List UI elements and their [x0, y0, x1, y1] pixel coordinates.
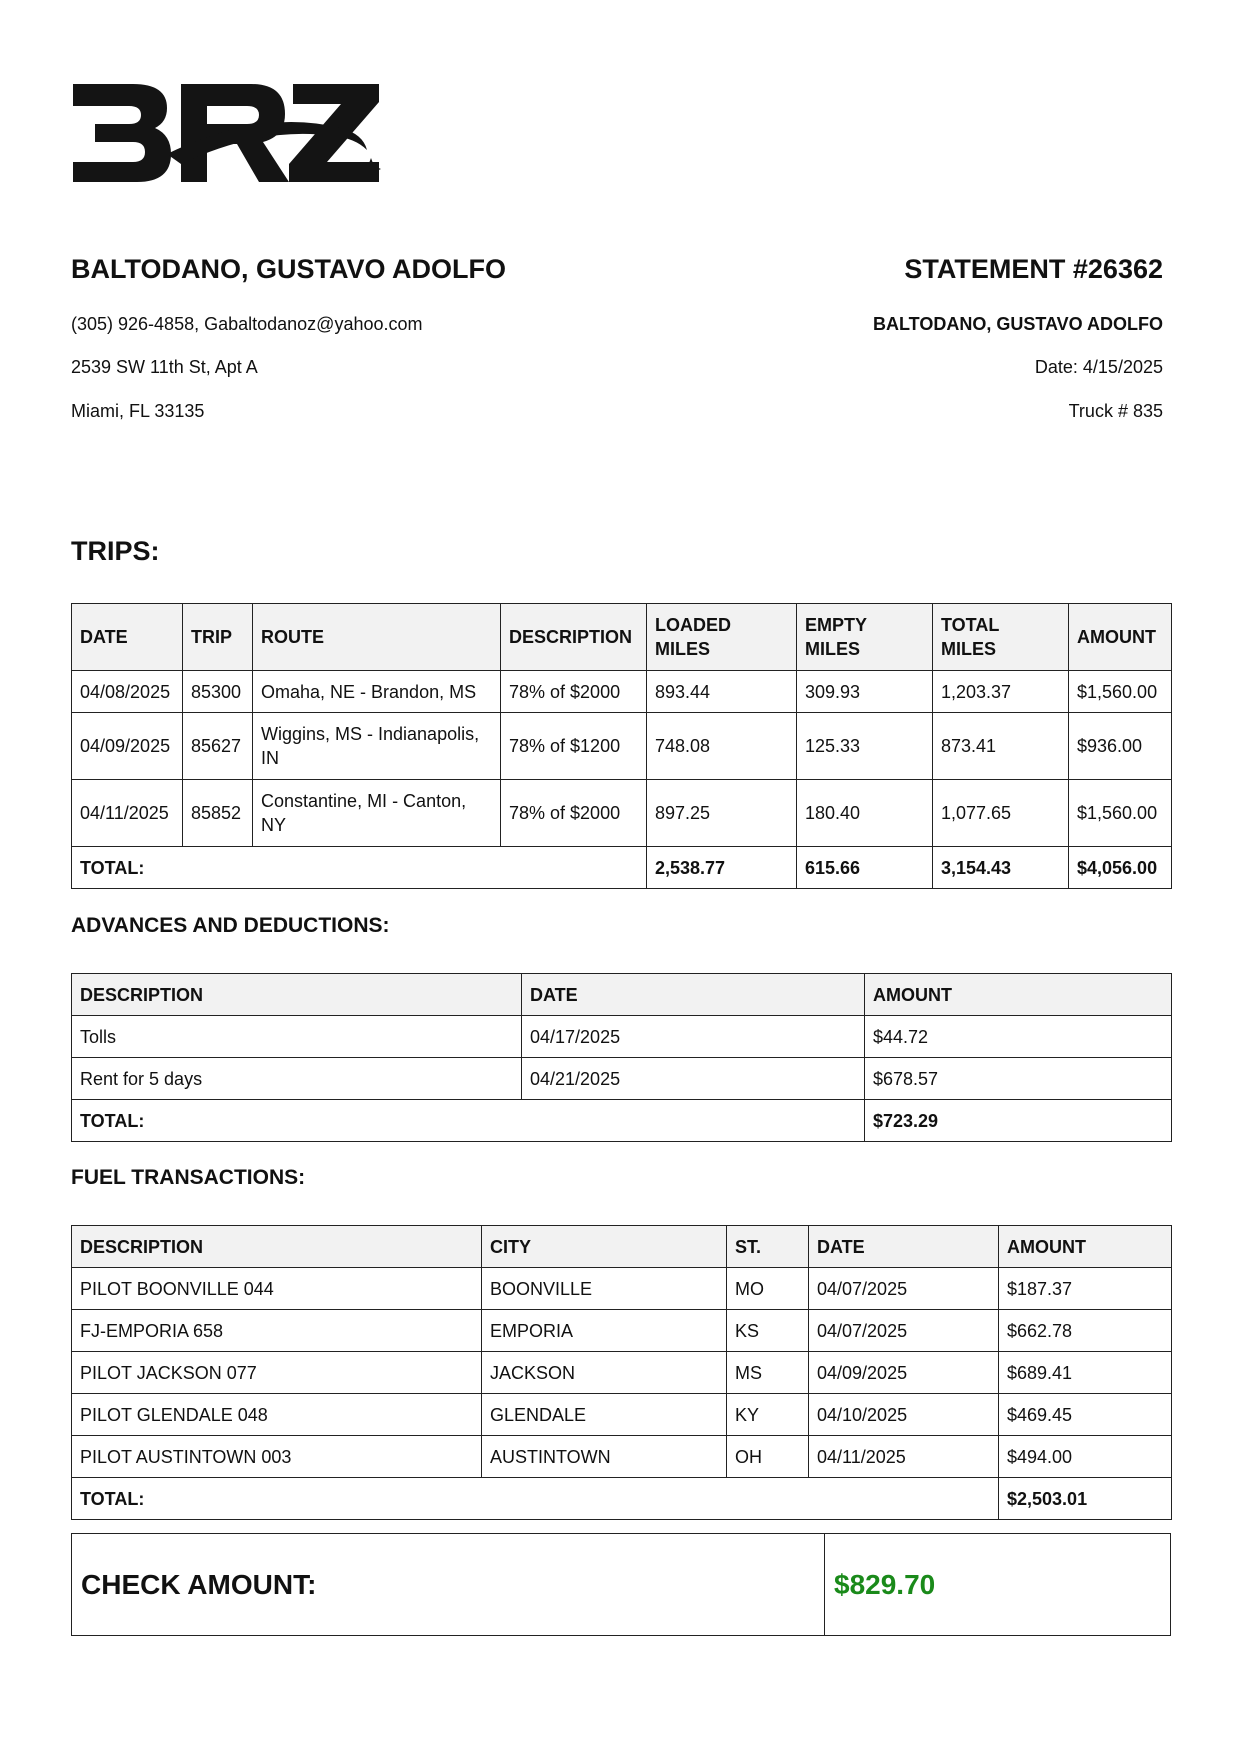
table-row	[72, 1436, 1172, 1478]
trip-empty-miles: 309.93	[797, 671, 933, 713]
driver-address-line1: 2539 SW 11th St, Apt A	[71, 357, 258, 377]
trips-total-empty-miles: 615.66	[797, 847, 933, 889]
trips-header-row	[72, 604, 1172, 671]
fuel-table	[71, 1225, 1172, 1520]
company-logo	[71, 78, 381, 190]
statement-date: Date: 4/15/2025	[1034, 357, 1163, 377]
fuel-date: 04/07/2025	[809, 1268, 999, 1310]
check-amount-label-cell	[72, 1534, 825, 1635]
check-amount-box	[71, 1533, 1171, 1636]
advances-total-label: TOTAL:	[72, 1100, 865, 1142]
col-header-empty-miles	[797, 604, 933, 671]
col-header-loaded-miles	[647, 604, 797, 671]
table-row	[72, 1352, 1172, 1394]
fuel-city: AUSTINTOWN	[482, 1436, 727, 1478]
fuel-description: PILOT JACKSON 077	[72, 1352, 482, 1394]
fuel-city: EMPORIA	[482, 1310, 727, 1352]
trips-total-amount: $4,056.00	[1069, 847, 1172, 889]
col-header-total-miles	[933, 604, 1069, 671]
trip-loaded-miles: 748.08	[647, 713, 797, 780]
fuel-description: PILOT BOONVILLE 044	[72, 1268, 482, 1310]
driver-contact: (305) 926-4858, Gabaltodanoz@yahoo.com	[71, 314, 423, 334]
statement-title: STATEMENT #26362	[904, 254, 1163, 284]
advances-header-row	[72, 974, 1172, 1016]
fuel-city: BOONVILLE	[482, 1268, 727, 1310]
fuel-state: KS	[727, 1310, 809, 1352]
fuel-state: MS	[727, 1352, 809, 1394]
check-amount-value: $829.70	[834, 1568, 936, 1600]
fuel-description: PILOT AUSTINTOWN 003	[72, 1436, 482, 1478]
fuel-total-amount: $2,503.01	[999, 1478, 1172, 1520]
table-row	[72, 671, 1172, 713]
trip-total-miles: 1,077.65	[933, 780, 1069, 847]
fuel-description: FJ-EMPORIA 658	[72, 1310, 482, 1352]
col-header-amount: AMOUNT	[865, 974, 1172, 1016]
col-header-description: DESCRIPTION	[72, 974, 522, 1016]
driver-address-line2: Miami, FL 33135	[71, 401, 205, 421]
fuel-date: 04/11/2025	[809, 1436, 999, 1478]
advance-date: 04/17/2025	[522, 1016, 865, 1058]
trip-amount: $1,560.00	[1069, 780, 1172, 847]
col-header-description: DESCRIPTION	[72, 1226, 482, 1268]
col-header-city: CITY	[482, 1226, 727, 1268]
advance-description: Rent for 5 days	[72, 1058, 522, 1100]
statement-truck: Truck # 835	[1068, 401, 1163, 421]
check-amount-value-cell	[825, 1534, 1170, 1635]
trip-number: 85852	[183, 780, 253, 847]
fuel-state: MO	[727, 1268, 809, 1310]
advance-amount: $678.57	[865, 1058, 1172, 1100]
trip-description: 78% of $1200	[501, 713, 647, 780]
trip-date: 04/11/2025	[72, 780, 183, 847]
fuel-description: PILOT GLENDALE 048	[72, 1394, 482, 1436]
col-header-date: DATE	[809, 1226, 999, 1268]
table-row	[72, 1268, 1172, 1310]
statement-name: BALTODANO, GUSTAVO ADOLFO	[873, 314, 1163, 334]
col-header-date: DATE	[522, 974, 865, 1016]
trip-number: 85627	[183, 713, 253, 780]
trip-empty-miles: 180.40	[797, 780, 933, 847]
advance-amount: $44.72	[865, 1016, 1172, 1058]
trip-date: 04/09/2025	[72, 713, 183, 780]
trip-amount: $1,560.00	[1069, 671, 1172, 713]
col-header-empty-miles-line1: EMPTY	[805, 615, 868, 635]
col-header-amount: AMOUNT	[999, 1226, 1172, 1268]
fuel-date: 04/10/2025	[809, 1394, 999, 1436]
col-header-route: ROUTE	[253, 604, 501, 671]
driver-name: BALTODANO, GUSTAVO ADOLFO	[71, 254, 506, 284]
advances-total-row	[72, 1100, 1172, 1142]
trip-loaded-miles: 893.44	[647, 671, 797, 713]
fuel-date: 04/07/2025	[809, 1310, 999, 1352]
trip-route: Omaha, NE - Brandon, MS	[253, 671, 501, 713]
trip-total-miles: 873.41	[933, 713, 1069, 780]
fuel-amount: $662.78	[999, 1310, 1172, 1352]
fuel-amount: $494.00	[999, 1436, 1172, 1478]
col-header-total-miles-line1: TOTAL	[941, 615, 1000, 635]
trips-title: TRIPS:	[71, 536, 160, 566]
check-amount-label: CHECK AMOUNT:	[81, 1568, 317, 1600]
advance-date: 04/21/2025	[522, 1058, 865, 1100]
fuel-total-row	[72, 1478, 1172, 1520]
fuel-total-label: TOTAL:	[72, 1478, 999, 1520]
col-header-amount: AMOUNT	[1069, 604, 1172, 671]
table-row	[72, 1058, 1172, 1100]
trip-route: Wiggins, MS - Indianapolis, IN	[253, 713, 501, 780]
fuel-title: FUEL TRANSACTIONS:	[71, 1166, 306, 1189]
col-header-trip: TRIP	[183, 604, 253, 671]
trips-total-label: TOTAL:	[72, 847, 647, 889]
col-header-loaded-miles-line2: MILES	[655, 639, 711, 659]
advances-total-amount: $723.29	[865, 1100, 1172, 1142]
table-row	[72, 1394, 1172, 1436]
col-header-loaded-miles-line1: LOADED	[655, 615, 731, 635]
fuel-amount: $689.41	[999, 1352, 1172, 1394]
trip-empty-miles: 125.33	[797, 713, 933, 780]
col-header-state: ST.	[727, 1226, 809, 1268]
table-row	[72, 1016, 1172, 1058]
fuel-date: 04/09/2025	[809, 1352, 999, 1394]
fuel-city: JACKSON	[482, 1352, 727, 1394]
trip-amount: $936.00	[1069, 713, 1172, 780]
table-row	[72, 1310, 1172, 1352]
col-header-total-miles-line2: MILES	[941, 639, 997, 659]
table-row	[72, 713, 1172, 780]
fuel-amount: $469.45	[999, 1394, 1172, 1436]
trip-loaded-miles: 897.25	[647, 780, 797, 847]
trips-table	[71, 603, 1172, 889]
col-header-description: DESCRIPTION	[501, 604, 647, 671]
fuel-city: GLENDALE	[482, 1394, 727, 1436]
table-row	[72, 780, 1172, 847]
trips-total-loaded-miles: 2,538.77	[647, 847, 797, 889]
col-header-date: DATE	[72, 604, 183, 671]
fuel-state: OH	[727, 1436, 809, 1478]
trip-description: 78% of $2000	[501, 671, 647, 713]
col-header-empty-miles-line2: MILES	[805, 639, 861, 659]
advance-description: Tolls	[72, 1016, 522, 1058]
trip-description: 78% of $2000	[501, 780, 647, 847]
fuel-amount: $187.37	[999, 1268, 1172, 1310]
trip-number: 85300	[183, 671, 253, 713]
advances-title: ADVANCES AND DEDUCTIONS:	[71, 914, 390, 937]
trip-date: 04/08/2025	[72, 671, 183, 713]
trips-total-row	[72, 847, 1172, 889]
advances-table	[71, 973, 1172, 1142]
trip-route: Constantine, MI - Canton, NY	[253, 780, 501, 847]
trips-total-total-miles: 3,154.43	[933, 847, 1069, 889]
trip-total-miles: 1,203.37	[933, 671, 1069, 713]
fuel-state: KY	[727, 1394, 809, 1436]
fuel-header-row	[72, 1226, 1172, 1268]
